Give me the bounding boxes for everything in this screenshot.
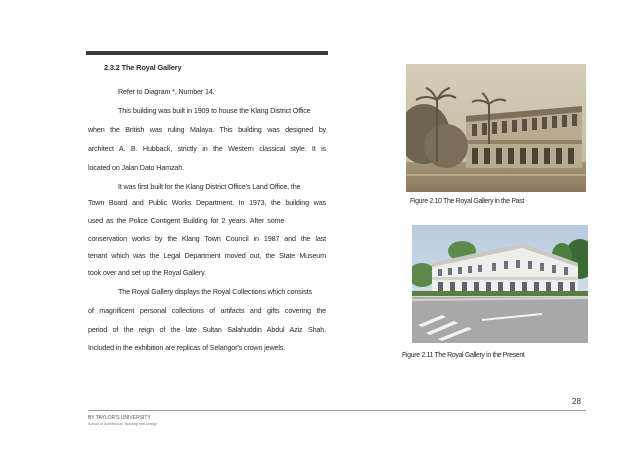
figure-past-photo	[406, 64, 586, 192]
paragraph-1-line-1: This building was built in 1909 to house the Klang District Office	[118, 106, 311, 115]
paragraph-1-line-2: when the British was ruling Malaya. This building was designed by	[88, 125, 326, 134]
paragraph-2-line-3: used as the Police Contigent Building for 2 years. After some	[88, 216, 285, 225]
paragraph-2-line-5: tenant which was the Legal Department moved out, the State Museum	[88, 251, 326, 260]
paragraph-3-line-1: The Royal Gallery displays the Royal Collections which consists	[118, 287, 312, 296]
bottom-rule	[88, 410, 586, 411]
logo-text: BY TAYLOR'S UNIVERSITY	[88, 415, 151, 421]
paragraph-3-line-3: period of the reign of the late Sultan Salahuddin Abdul Aziz Shah.	[88, 325, 326, 334]
paragraph-2-line-1: It was first built for the Klang District Office's Land Office, the	[118, 182, 301, 191]
figure-past-caption: Figure 2.10 The Royal Gallery in the Past	[410, 198, 524, 205]
paragraph-2-line-6: took over and set up the Royal Gallery.	[88, 268, 206, 277]
section-heading: 2.3.2 The Royal Gallery	[104, 63, 182, 72]
paragraph-1-line-4: located on Jalan Dato Hamzah.	[88, 163, 184, 172]
figure-present-caption: Figure 2.11 The Royal Gallery in the Present	[402, 352, 525, 359]
figure-present-photo	[412, 225, 588, 343]
paragraph-2-line-4: conservation works by the Klang Town Council in 1987 and the last	[88, 234, 326, 243]
paragraph-2-line-2: Town Board and Public Works Department. In 1973, the building was	[88, 198, 326, 207]
paragraph-1-line-3: architect A. B. Hubback, strictly in the Western classical style. It is	[88, 144, 326, 153]
logo-subtext: School of Architecture, Building and Design	[88, 422, 157, 426]
paragraph-3-line-2: of magnificent personal collections of artifacts and gifts covering the	[88, 306, 326, 315]
top-rule	[86, 51, 328, 55]
page-number: 28	[572, 397, 581, 406]
paragraph-3-line-4: Included in the exhibition are replicas of Selangor's crown jewels.	[88, 343, 286, 352]
university-logo	[88, 415, 157, 427]
reference-line: Refer to Diagram *, Number 14.	[118, 87, 215, 96]
